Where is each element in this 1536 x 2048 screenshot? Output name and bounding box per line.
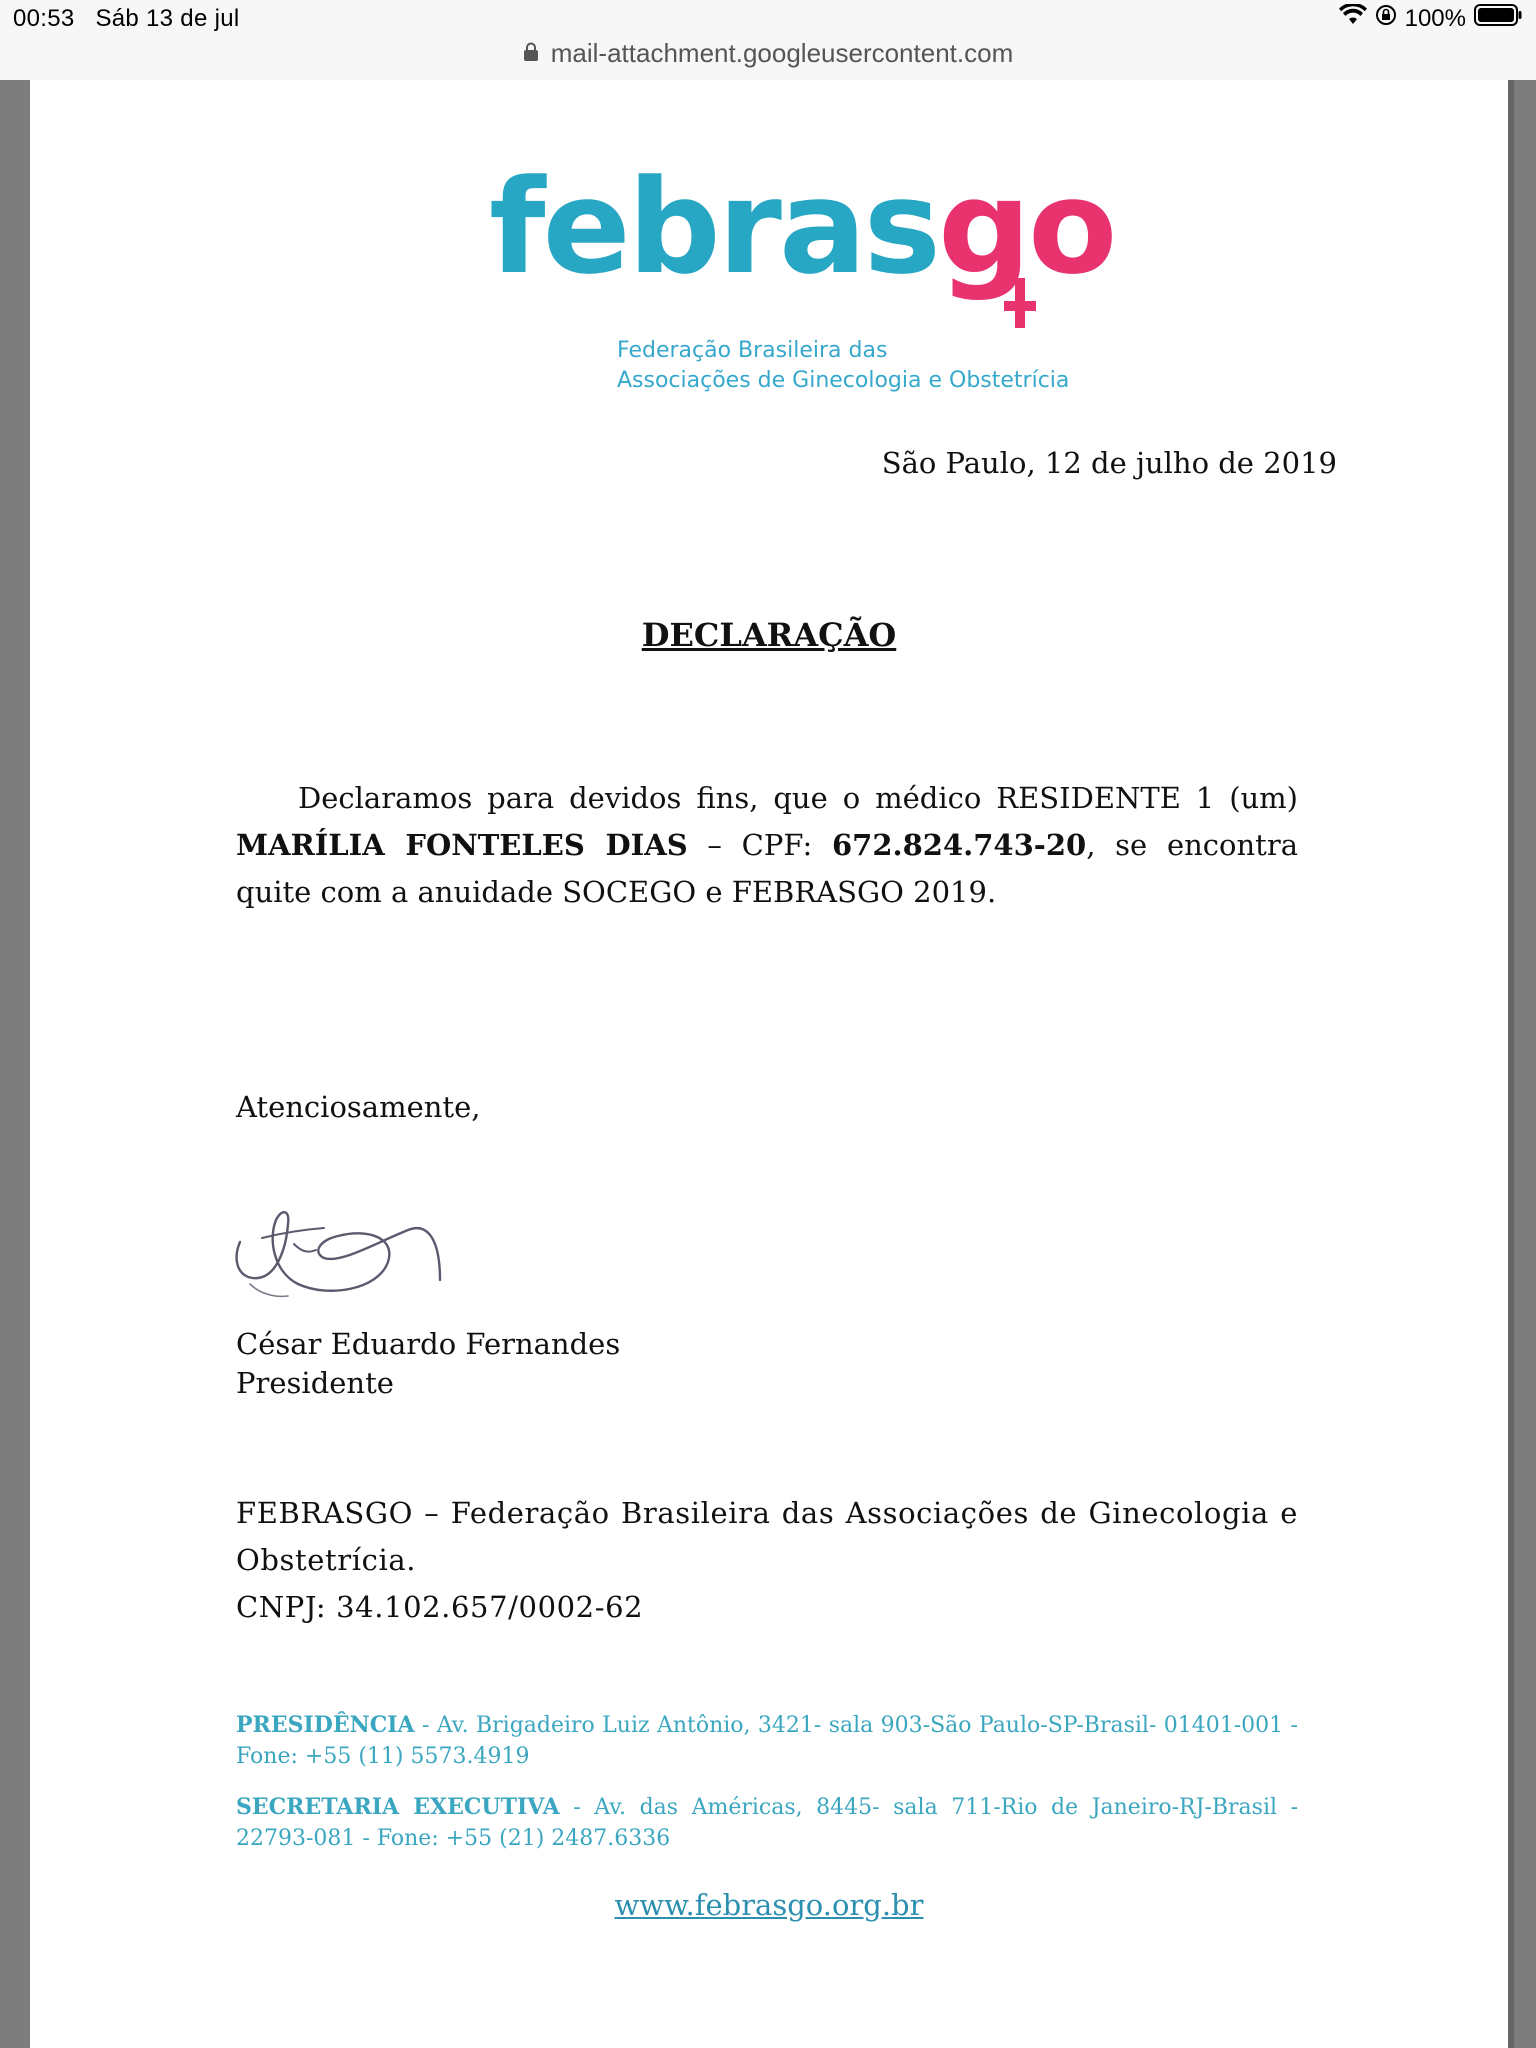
female-symbol-icon bbox=[1000, 228, 1040, 338]
signer-name: César Eduardo Fernandes bbox=[236, 1327, 621, 1361]
declaration-intro: Declaramos para devidos fins, que o médico RESIDENTE 1 (um) bbox=[298, 781, 1298, 815]
wifi-icon bbox=[1339, 4, 1367, 33]
status-time bbox=[13, 5, 239, 33]
logo-wordmark-part2: go bbox=[938, 151, 1115, 303]
battery-percent: 100% bbox=[1404, 4, 1466, 32]
logo-subtitle bbox=[617, 336, 1069, 396]
document-title: DECLARAÇÃO bbox=[641, 616, 897, 654]
clock: 00:53 bbox=[13, 5, 75, 32]
date: Sáb 13 de jul bbox=[95, 5, 240, 32]
url-text[interactable]: mail-attachment.googleusercontent.com bbox=[550, 38, 1014, 68]
signature-image bbox=[228, 1180, 448, 1320]
declaration-cpf: 672.824.743-20 bbox=[831, 828, 1087, 862]
lock-icon bbox=[523, 38, 539, 69]
organization-cnpj: CNPJ: 34.102.657/0002-62 bbox=[236, 1590, 644, 1624]
organization-name: FEBRASGO – Federação Brasileira das Associações de Ginecologia e Obstetrícia. bbox=[236, 1496, 1298, 1577]
status-bar bbox=[0, 0, 1536, 81]
page-edge bbox=[1508, 80, 1514, 2048]
footer-secretaria-text: - Av. das Américas, 8445- sala 711-Rio de Janeiro-RJ-Brasil - 22793-081 - Fone: +55 (21) 2487.6336 bbox=[236, 1795, 1298, 1851]
logo-subtitle-line1: Federação Brasileira das bbox=[617, 338, 888, 363]
address-bar[interactable] bbox=[0, 38, 1536, 69]
closing: Atenciosamente, bbox=[236, 1090, 481, 1124]
rotation-lock-icon bbox=[1375, 4, 1397, 33]
logo-subtitle-line2: Associações de Ginecologia e Obstetrícia bbox=[617, 368, 1070, 393]
declaration-name: MARÍLIA FONTELES DIAS bbox=[236, 828, 688, 862]
status-indicators bbox=[1339, 4, 1522, 33]
battery-icon bbox=[1474, 4, 1522, 33]
footer-presidencia bbox=[236, 1710, 1298, 1772]
logo-wordmark-part1: febras bbox=[489, 151, 938, 303]
declaration-paragraph bbox=[236, 775, 1298, 916]
footer-presidencia-text: - Av. Brigadeiro Luiz Antônio, 3421- sala 903-São Paulo-SP-Brasil- 01401-001 - Fone: +55 (11) 5573.4919 bbox=[236, 1713, 1298, 1769]
footer-presidencia-label: PRESIDÊNCIA bbox=[236, 1712, 415, 1738]
website-link[interactable]: www.febrasgo.org.br bbox=[614, 1888, 924, 1922]
footer-secretaria bbox=[236, 1792, 1298, 1854]
document-date: São Paulo, 12 de julho de 2019 bbox=[881, 446, 1337, 480]
organization-info bbox=[236, 1490, 1298, 1631]
declaration-rest: , se encontra quite com a anuidade SOCEGO e FEBRASGO 2019. bbox=[236, 828, 1298, 909]
footer-secretaria-label: SECRETARIA EXECUTIVA bbox=[236, 1794, 560, 1820]
febrasgo-logo bbox=[455, 108, 1115, 408]
declaration-cpf-label: – CPF: bbox=[687, 828, 832, 862]
signer-block bbox=[236, 1325, 620, 1403]
signer-role: Presidente bbox=[236, 1366, 394, 1400]
